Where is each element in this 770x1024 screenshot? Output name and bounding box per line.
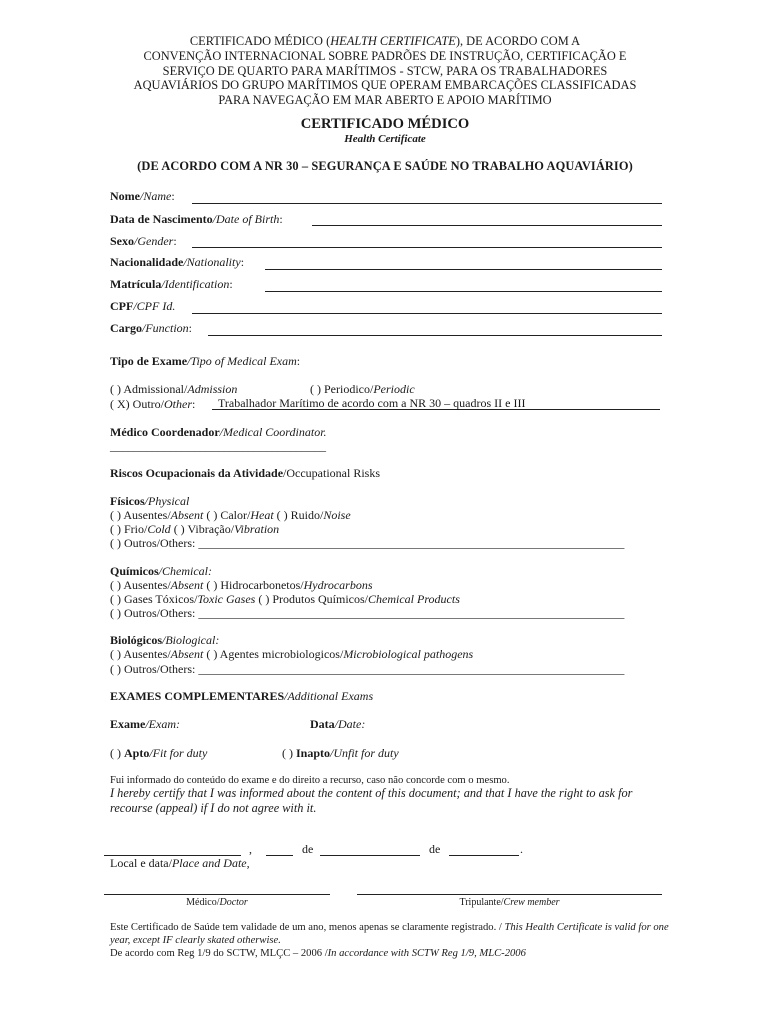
date-period: . (520, 842, 523, 856)
function-label: Cargo/Function: (110, 321, 193, 335)
unfit-for-duty-option[interactable]: ( ) Inapto/Unfit for duty (282, 746, 399, 760)
month-field[interactable] (320, 855, 420, 856)
physical-risks-others[interactable]: ( ) Outros/Others: _______________________________________________________________________ (110, 536, 625, 550)
document-title: CERTIFICADO MÉDICO (300, 116, 470, 132)
cpf-field[interactable] (192, 313, 662, 314)
cpf-label: CPF/CPF Id. (110, 299, 176, 313)
validity-footer (110, 921, 670, 960)
place-date-label: Local e data/Place and Date, (110, 856, 250, 870)
document-header (95, 34, 675, 108)
chemical-risks-row-1[interactable]: ( ) Ausentes/Absent ( ) Hidrocarbonetos/Hydrocarbons (110, 578, 373, 592)
certification-statement-en: I hereby certify that I was informed about the content of this document; and that I have the right to ask for recourse (appeal) if I do not agree with it. (110, 786, 633, 815)
function-field[interactable] (208, 335, 662, 336)
chemical-risks-others[interactable]: ( ) Outros/Others: _______________________________________________________________________ (110, 606, 625, 620)
physical-risks-row-2[interactable]: ( ) Frio/Cold ( ) Vibração/Vibration (110, 522, 280, 536)
header-line-3: SERVIÇO DE QUARTO PARA MARÍTIMOS - STCW, PARA OS TRABALHADORES (162, 63, 608, 78)
physical-risks-row-1[interactable]: ( ) Ausentes/Absent ( ) Calor/Heat ( ) Ruido/Noise (110, 508, 351, 522)
identification-label: Matrícula/Identification: (110, 277, 233, 291)
birth-date-field[interactable] (312, 225, 662, 226)
fit-checkbox[interactable]: ( ) (110, 746, 121, 760)
gender-label: Sexo/Gender: (110, 234, 177, 248)
coordinator-label: Médico Coordenador/Medical Coordinator. (110, 425, 327, 439)
occupational-risks-label: Riscos Ocupacionais da Atividade/Occupational Risks (110, 466, 381, 480)
admission-checkbox[interactable]: ( ) (110, 382, 121, 396)
biological-risks-others[interactable]: ( ) Outros/Others: _______________________________________________________________________ (110, 662, 625, 676)
document-subtitle: Health Certificate (344, 133, 426, 145)
exam-admission-option[interactable]: ( ) Admissional/Admission (110, 382, 238, 396)
biological-risks-row-1[interactable]: ( ) Ausentes/Absent ( ) Agentes microbiologicos/Microbiological pathogens (110, 647, 474, 661)
name-field[interactable] (192, 203, 662, 204)
header-line-5: PARA NAVEGAÇÃO EM MAR ABERTO E APOIO MARÍTIMO (218, 93, 552, 108)
coordinator-field[interactable]: ____________________________________ (110, 439, 326, 453)
crew-signature-label: Tripulante/Crew member (459, 897, 560, 908)
date-label: Data/Date: (310, 717, 366, 731)
date-de-1: de (302, 842, 314, 856)
nr30-reference: (DE ACORDO COM A NR 30 – SEGURANÇA E SAÚDE NO TRABALHO AQUAVIÁRIO) (137, 159, 633, 173)
date-de-2: de (429, 842, 441, 856)
crew-signature-line[interactable] (357, 894, 662, 895)
exam-type-label: Tipo de Exame/Tipo of Medical Exam: (110, 354, 301, 368)
biological-risks-title: Biológicos/Biological: (110, 633, 220, 647)
header-line-4: AQUAVIÁRIOS DO GRUPO MARÍTIMOS QUE OPERAM EMBARCAÇÕES CLASSIFICADAS (133, 78, 637, 93)
other-exam-field[interactable]: Trabalhador Marítimo de acordo com a NR 30 – quadros II e III (212, 396, 660, 410)
identification-field[interactable] (265, 291, 662, 292)
nationality-label: Nacionalidade/Nationality: (110, 255, 245, 269)
chemical-risks-title: Químicos/Chemical: (110, 564, 212, 578)
year-field[interactable] (449, 855, 519, 856)
physical-risks-title: Físicos/Physical (110, 494, 190, 508)
exam-label: Exame/Exam: (110, 717, 180, 731)
doctor-signature-line[interactable] (104, 894, 330, 895)
exam-other-option[interactable]: ( X) Outro/Other: (110, 397, 196, 411)
exam-periodic-option[interactable]: ( ) Periodico/Periodic (310, 382, 415, 396)
chemical-risks-row-2[interactable]: ( ) Gases Tóxicos/Toxic Gases ( ) Produtos Químicos/Chemical Products (110, 592, 460, 606)
regulation-note: De acordo com Reg 1/9 do SCTW, MLÇC – 2006 /In accordance with SCTW Reg 1/9, MLC-2006 (110, 948, 526, 959)
gender-field[interactable] (192, 247, 662, 248)
doctor-signature-label: Médico/Doctor (186, 897, 248, 908)
place-comma: , (249, 842, 252, 856)
additional-exams-label: EXAMES COMPLEMENTARES/Additional Exams (110, 689, 374, 703)
header-line-2: CONVENÇÃO INTERNACIONAL SOBRE PADRÕES DE INSTRUÇÃO, CERTIFICAÇÃO E (143, 48, 627, 63)
periodic-checkbox[interactable]: ( ) (310, 382, 321, 396)
nationality-field[interactable] (265, 269, 662, 270)
header-line-1: CERTIFICADO MÉDICO (HEALTH CERTIFICATE), DE ACORDO COM A (189, 34, 581, 48)
unfit-checkbox[interactable]: ( ) (282, 746, 293, 760)
birth-date-label: Data de Nascimento/Date of Birth: (110, 212, 283, 226)
certification-statement-pt: Fui informado do conteúdo do exame e do direito a recurso, caso não concorde com o mesmo. (110, 775, 510, 786)
name-label: Nome/Name: (110, 189, 175, 203)
fit-for-duty-option[interactable]: ( ) Apto/Fit for duty (110, 746, 208, 760)
day-field[interactable] (266, 855, 293, 856)
validity-note: Este Certificado de Saúde tem validade de um ano, menos apenas se claramente registrado. / This Health Certificate is valid for one year, except IF clearly skated otherwise. (110, 922, 669, 946)
other-checkbox[interactable]: ( X) (110, 397, 130, 411)
